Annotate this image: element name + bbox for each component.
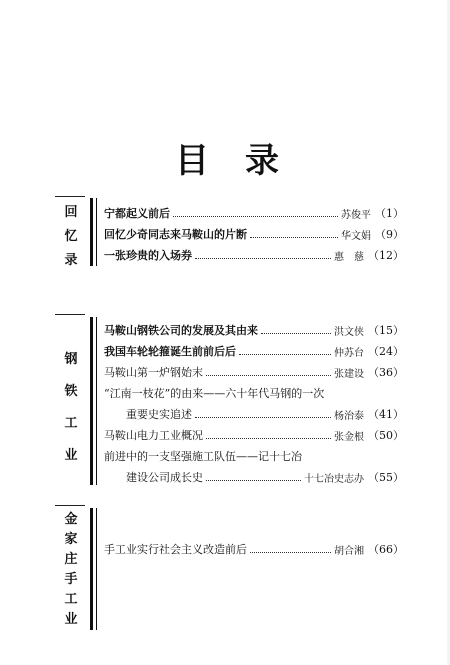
toc-entry: 一张珍贵的入场券 惠 慈 （12）	[104, 249, 404, 263]
toc-entry: 马鞍山第一炉钢始末 张建设 （36）	[104, 366, 404, 380]
toc-entry: 重要史实追述 杨治泰 （41）	[126, 408, 404, 422]
section-label-steel: 钢 铁 工 业	[64, 352, 78, 463]
toc-entry: 我国车轮轮箍诞生前前后后 仲苏台 （24）	[104, 345, 404, 359]
section-label-handicraft: 金 家 庄 手 工 业	[64, 512, 78, 627]
section-rule	[55, 505, 85, 506]
section-label-memoir: 回 忆 录	[64, 205, 78, 268]
section-divider	[90, 317, 93, 485]
section-divider-thin	[96, 508, 97, 630]
toc-entry: 宁都起义前后 苏俊平 （1）	[104, 207, 404, 221]
page-title: 目录	[175, 141, 315, 181]
section-divider-thin	[96, 317, 97, 485]
section-divider-thin	[96, 198, 97, 266]
toc-entry: 手工业实行社会主义改造前后 胡合湘 （66）	[104, 543, 404, 557]
toc-entry: 马鞍山电力工业概况 张金根 （50）	[104, 429, 404, 443]
section-rule	[55, 314, 85, 315]
section-divider	[90, 198, 93, 266]
toc-entry: 建设公司成长史 十七冶史志办 （55）	[126, 471, 404, 485]
toc-entry: “江南一枝花”的由来——六十年代马钢的一次	[104, 387, 325, 400]
toc-entry: 前进中的一支坚强施工队伍——记十七冶	[104, 450, 302, 463]
section-divider	[90, 508, 93, 630]
section-rule	[55, 196, 85, 197]
toc-entry: 马鞍山钢铁公司的发展及其由来 洪文侠 （15）	[104, 324, 404, 338]
toc-entry: 回忆少奇同志来马鞍山的片断 华文娟 （9）	[104, 228, 404, 242]
